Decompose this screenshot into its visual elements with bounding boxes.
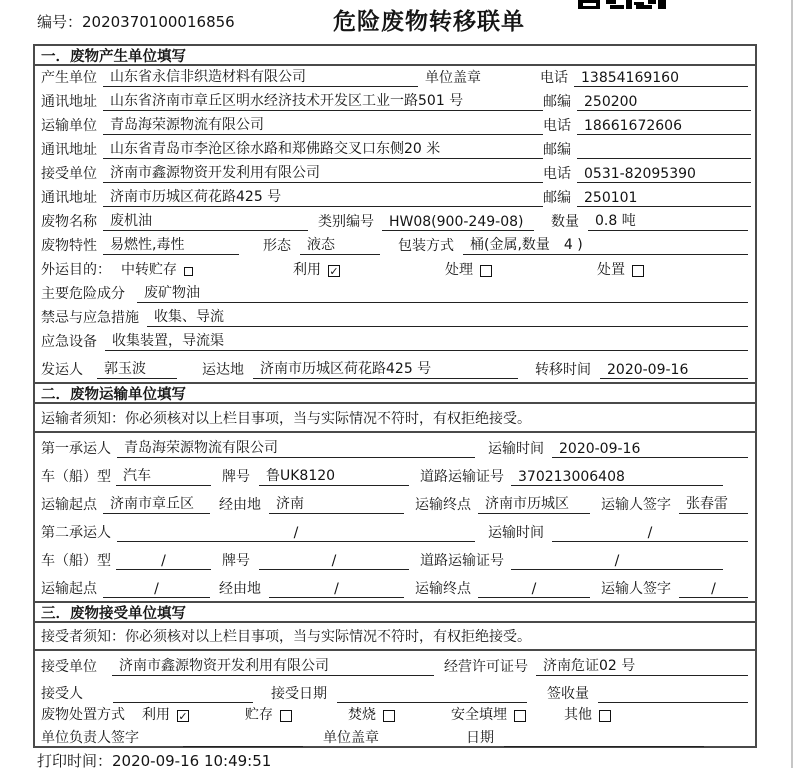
first-carrier-value: 青岛海荣源物流有限公司 xyxy=(117,437,475,458)
receiver-phone-value: 0531-82095390 xyxy=(577,166,751,183)
purpose-option-label: 处置 xyxy=(597,262,625,278)
start-value: 济南市章丘区 xyxy=(103,493,210,514)
end-value: 济南市历城区 xyxy=(478,493,590,514)
transporter-row xyxy=(35,114,755,138)
receiver-zip-value: 250101 xyxy=(577,190,751,207)
shipper-value: 郭玉波 xyxy=(97,358,177,379)
accept-date-label: 接受日期 xyxy=(271,686,327,702)
packing-value: 桶(金属,数量 4 ) xyxy=(463,234,748,255)
waste-name-label: 废物名称 xyxy=(41,214,97,230)
recipient-label: 接受人 xyxy=(41,686,83,702)
unit-seal-label: 单位盖章 xyxy=(323,730,379,746)
recipient-value xyxy=(113,702,253,703)
first-carrier-label: 第一承运人 xyxy=(41,441,111,457)
transporter-notice: 运输者须知：你必须核对以上栏目事项，当与实际情况不符时，有权拒绝接受。 xyxy=(35,404,755,433)
recipient-row xyxy=(35,679,755,706)
shipper-label: 发运人 xyxy=(41,362,83,378)
section2-header: 二．废物运输单位填写 xyxy=(35,382,755,404)
producer-phone-value: 13854169160 xyxy=(574,70,748,87)
destination-value: 济南市历城区荷花路425 号 xyxy=(253,358,518,379)
second-carrier-label: 第二承运人 xyxy=(41,525,111,541)
disposal-option-label: 焚烧 xyxy=(348,707,376,723)
via-label: 经由地 xyxy=(219,581,261,597)
other-checkbox xyxy=(599,710,611,722)
page-edge-line xyxy=(791,0,793,768)
form-value: 液态 xyxy=(300,234,380,255)
serial-number: 编号：2020370100016856 xyxy=(37,13,235,31)
waste-property-row xyxy=(35,234,755,258)
producer-value: 山东省永信非织造材料有限公司 xyxy=(103,66,418,87)
address-label: 通讯地址 xyxy=(41,94,97,110)
route2-row xyxy=(35,573,755,601)
transport-time-label: 运输时间 xyxy=(488,441,544,457)
destination-label: 运达地 xyxy=(202,362,244,378)
address-label: 通讯地址 xyxy=(41,142,97,158)
equipment-row xyxy=(35,330,755,354)
road-license-label: 道路运输证号 xyxy=(420,469,504,485)
via-value: / xyxy=(269,581,404,598)
measures-value: 收集、导流 xyxy=(147,306,748,327)
sign-date-value xyxy=(504,746,704,747)
carrier-sign-label: 运输人签字 xyxy=(601,581,671,597)
accept-unit-value: 济南市鑫源物资开发利用有限公司 xyxy=(112,655,434,676)
measures-label: 禁忌与应急措施 xyxy=(41,310,139,326)
plate-value: 鲁UK8120 xyxy=(259,465,409,486)
disposal-option-label: 利用 xyxy=(142,707,170,723)
vehicle2-row xyxy=(35,545,755,573)
producer-label: 产生单位 xyxy=(41,70,97,86)
via-label: 经由地 xyxy=(219,497,261,513)
vehicle-type-label: 车（船）型 xyxy=(41,469,111,485)
form-label: 形态 xyxy=(263,238,291,254)
print-time: 打印时间：2020-09-16 10:49:51 xyxy=(37,752,272,770)
start-label: 运输起点 xyxy=(41,497,97,513)
responsible-sign-label: 单位负责人签字 xyxy=(41,730,139,746)
vehicle-type-value: 汽车 xyxy=(116,465,211,486)
hazard-value: 废矿物油 xyxy=(137,282,748,303)
road-license-value: 370213006408 xyxy=(511,469,723,486)
zip-label: 邮编 xyxy=(543,142,571,158)
road-license-value: / xyxy=(511,553,723,570)
signed-qty-label: 签收量 xyxy=(547,686,589,702)
responsible-sign-row xyxy=(35,727,755,749)
accept-date-value xyxy=(337,702,527,703)
category-value: HW08(900-249-08) xyxy=(382,214,534,231)
transporter-address-value: 山东省青岛市李沧区徐水路和郑佛路交叉口东侧20 米 xyxy=(103,138,543,159)
treat-checkbox xyxy=(480,265,492,277)
waste-property-value: 易燃性,毒性 xyxy=(103,234,239,255)
carrier-sign-value: / xyxy=(679,581,748,598)
carrier-sign-value: 张春雷 xyxy=(679,493,748,514)
quantity-label: 数量 xyxy=(551,214,579,230)
second-carrier-row xyxy=(35,517,755,545)
transfer-time-value: 2020-09-16 xyxy=(600,362,748,379)
permit-value: 济南危证02 号 xyxy=(536,655,748,676)
producer-row xyxy=(35,66,755,90)
purpose-option-label: 处理 xyxy=(445,262,473,278)
road-license-label: 道路运输证号 xyxy=(420,553,504,569)
purpose-option-label: 中转贮存 xyxy=(121,262,177,278)
waste-property-label: 废物特性 xyxy=(41,238,97,254)
producer-address-row xyxy=(35,90,755,114)
signed-qty-value xyxy=(598,702,748,703)
disposal-row xyxy=(35,706,755,727)
utilize-checkbox: ✓ xyxy=(178,710,188,723)
sign-date-label: 日期 xyxy=(466,730,494,746)
qr-code-fragment xyxy=(578,0,666,9)
transporter-label: 运输单位 xyxy=(41,118,97,134)
incinerate-checkbox xyxy=(383,710,395,722)
vehicle-type-label: 车（船）型 xyxy=(41,553,111,569)
transfer-time-label: 转移时间 xyxy=(535,362,591,378)
plate-label: 牌号 xyxy=(222,469,250,485)
transporter-zip-value xyxy=(577,158,751,159)
equipment-label: 应急设备 xyxy=(41,334,97,350)
section1-header: 一．废物产生单位填写 xyxy=(35,46,755,66)
receiver-row xyxy=(35,162,755,186)
shipper-row xyxy=(35,354,755,382)
vehicle1-row xyxy=(35,461,755,489)
waste-name-value: 废机油 xyxy=(103,210,308,231)
category-label: 类别编号 xyxy=(318,214,374,230)
plate-label: 牌号 xyxy=(222,553,250,569)
phone-label: 电话 xyxy=(540,70,568,86)
accept-unit-label: 接受单位 xyxy=(41,659,97,675)
carrier-sign-label: 运输人签字 xyxy=(601,497,671,513)
start-label: 运输起点 xyxy=(41,581,97,597)
end-label: 运输终点 xyxy=(415,497,471,513)
packing-label: 包装方式 xyxy=(398,238,454,254)
zip-label: 邮编 xyxy=(543,190,571,206)
section3-header: 三．废物接受单位填写 xyxy=(35,601,755,623)
transport-time-value: / xyxy=(552,525,748,542)
disposal-label: 废物处置方式 xyxy=(41,707,125,723)
phone-label: 电话 xyxy=(543,166,571,182)
producer-address-value: 山东省济南市章丘区明水经济技术开发区工业一路501 号 xyxy=(103,90,543,111)
hazard-label: 主要危险成分 xyxy=(41,286,125,302)
receiver-value: 济南市鑫源物资开发利用有限公司 xyxy=(103,162,543,183)
storage-checkbox xyxy=(280,710,292,722)
transporter-address-row xyxy=(35,138,755,162)
transporter-phone-value: 18661672606 xyxy=(577,118,751,135)
accept-unit-row xyxy=(35,651,755,679)
start-value: / xyxy=(103,581,210,598)
second-carrier-value: / xyxy=(117,525,475,542)
transporter-value: 青岛海荣源物流有限公司 xyxy=(103,114,543,135)
quantity-value: 0.8 吨 xyxy=(588,210,748,231)
vehicle-type-value: / xyxy=(116,553,211,570)
transport-time-value: 2020-09-16 xyxy=(552,441,748,458)
disposal-option-label: 安全填埋 xyxy=(451,707,507,723)
responsible-sign-value xyxy=(183,746,303,747)
utilize-checkbox: ✓ xyxy=(329,265,339,278)
measures-row xyxy=(35,306,755,330)
receiver-label: 接受单位 xyxy=(41,166,97,182)
end-label: 运输终点 xyxy=(415,581,471,597)
transfer-storage-checkbox xyxy=(184,267,193,276)
purpose-option-label: 利用 xyxy=(293,262,321,278)
disposal-option-label: 贮存 xyxy=(245,707,273,723)
receiver-address-row xyxy=(35,186,755,210)
unit-seal-label: 单位盖章 xyxy=(425,70,481,86)
route1-row xyxy=(35,489,755,517)
purpose-row xyxy=(35,258,755,282)
phone-label: 电话 xyxy=(543,118,571,134)
purpose-label: 外运目的： xyxy=(41,262,111,278)
transport-time-label: 运输时间 xyxy=(488,525,544,541)
waste-name-row xyxy=(35,210,755,234)
disposal-option-label: 其他 xyxy=(564,707,592,723)
address-label: 通讯地址 xyxy=(41,190,97,206)
end-value: / xyxy=(478,581,590,598)
producer-zip-value: 250200 xyxy=(577,94,751,111)
receiver-address-value: 济南市历城区荷花路425 号 xyxy=(103,186,543,207)
page-title: 危险废物转移联单 xyxy=(333,9,525,35)
via-value: 济南 xyxy=(269,493,404,514)
first-carrier-row xyxy=(35,433,755,461)
landfill-checkbox xyxy=(514,710,526,722)
receiver-notice: 接受者须知：你必须核对以上栏目事项，当与实际情况不符时，有权拒绝接受。 xyxy=(35,623,755,651)
transfer-form-table xyxy=(33,44,757,748)
hazard-row xyxy=(35,282,755,306)
equipment-value: 收集装置，导流渠 xyxy=(105,330,748,351)
plate-value: / xyxy=(259,553,409,570)
dispose-checkbox xyxy=(632,265,644,277)
zip-label: 邮编 xyxy=(543,94,571,110)
permit-label: 经营许可证号 xyxy=(444,659,528,675)
